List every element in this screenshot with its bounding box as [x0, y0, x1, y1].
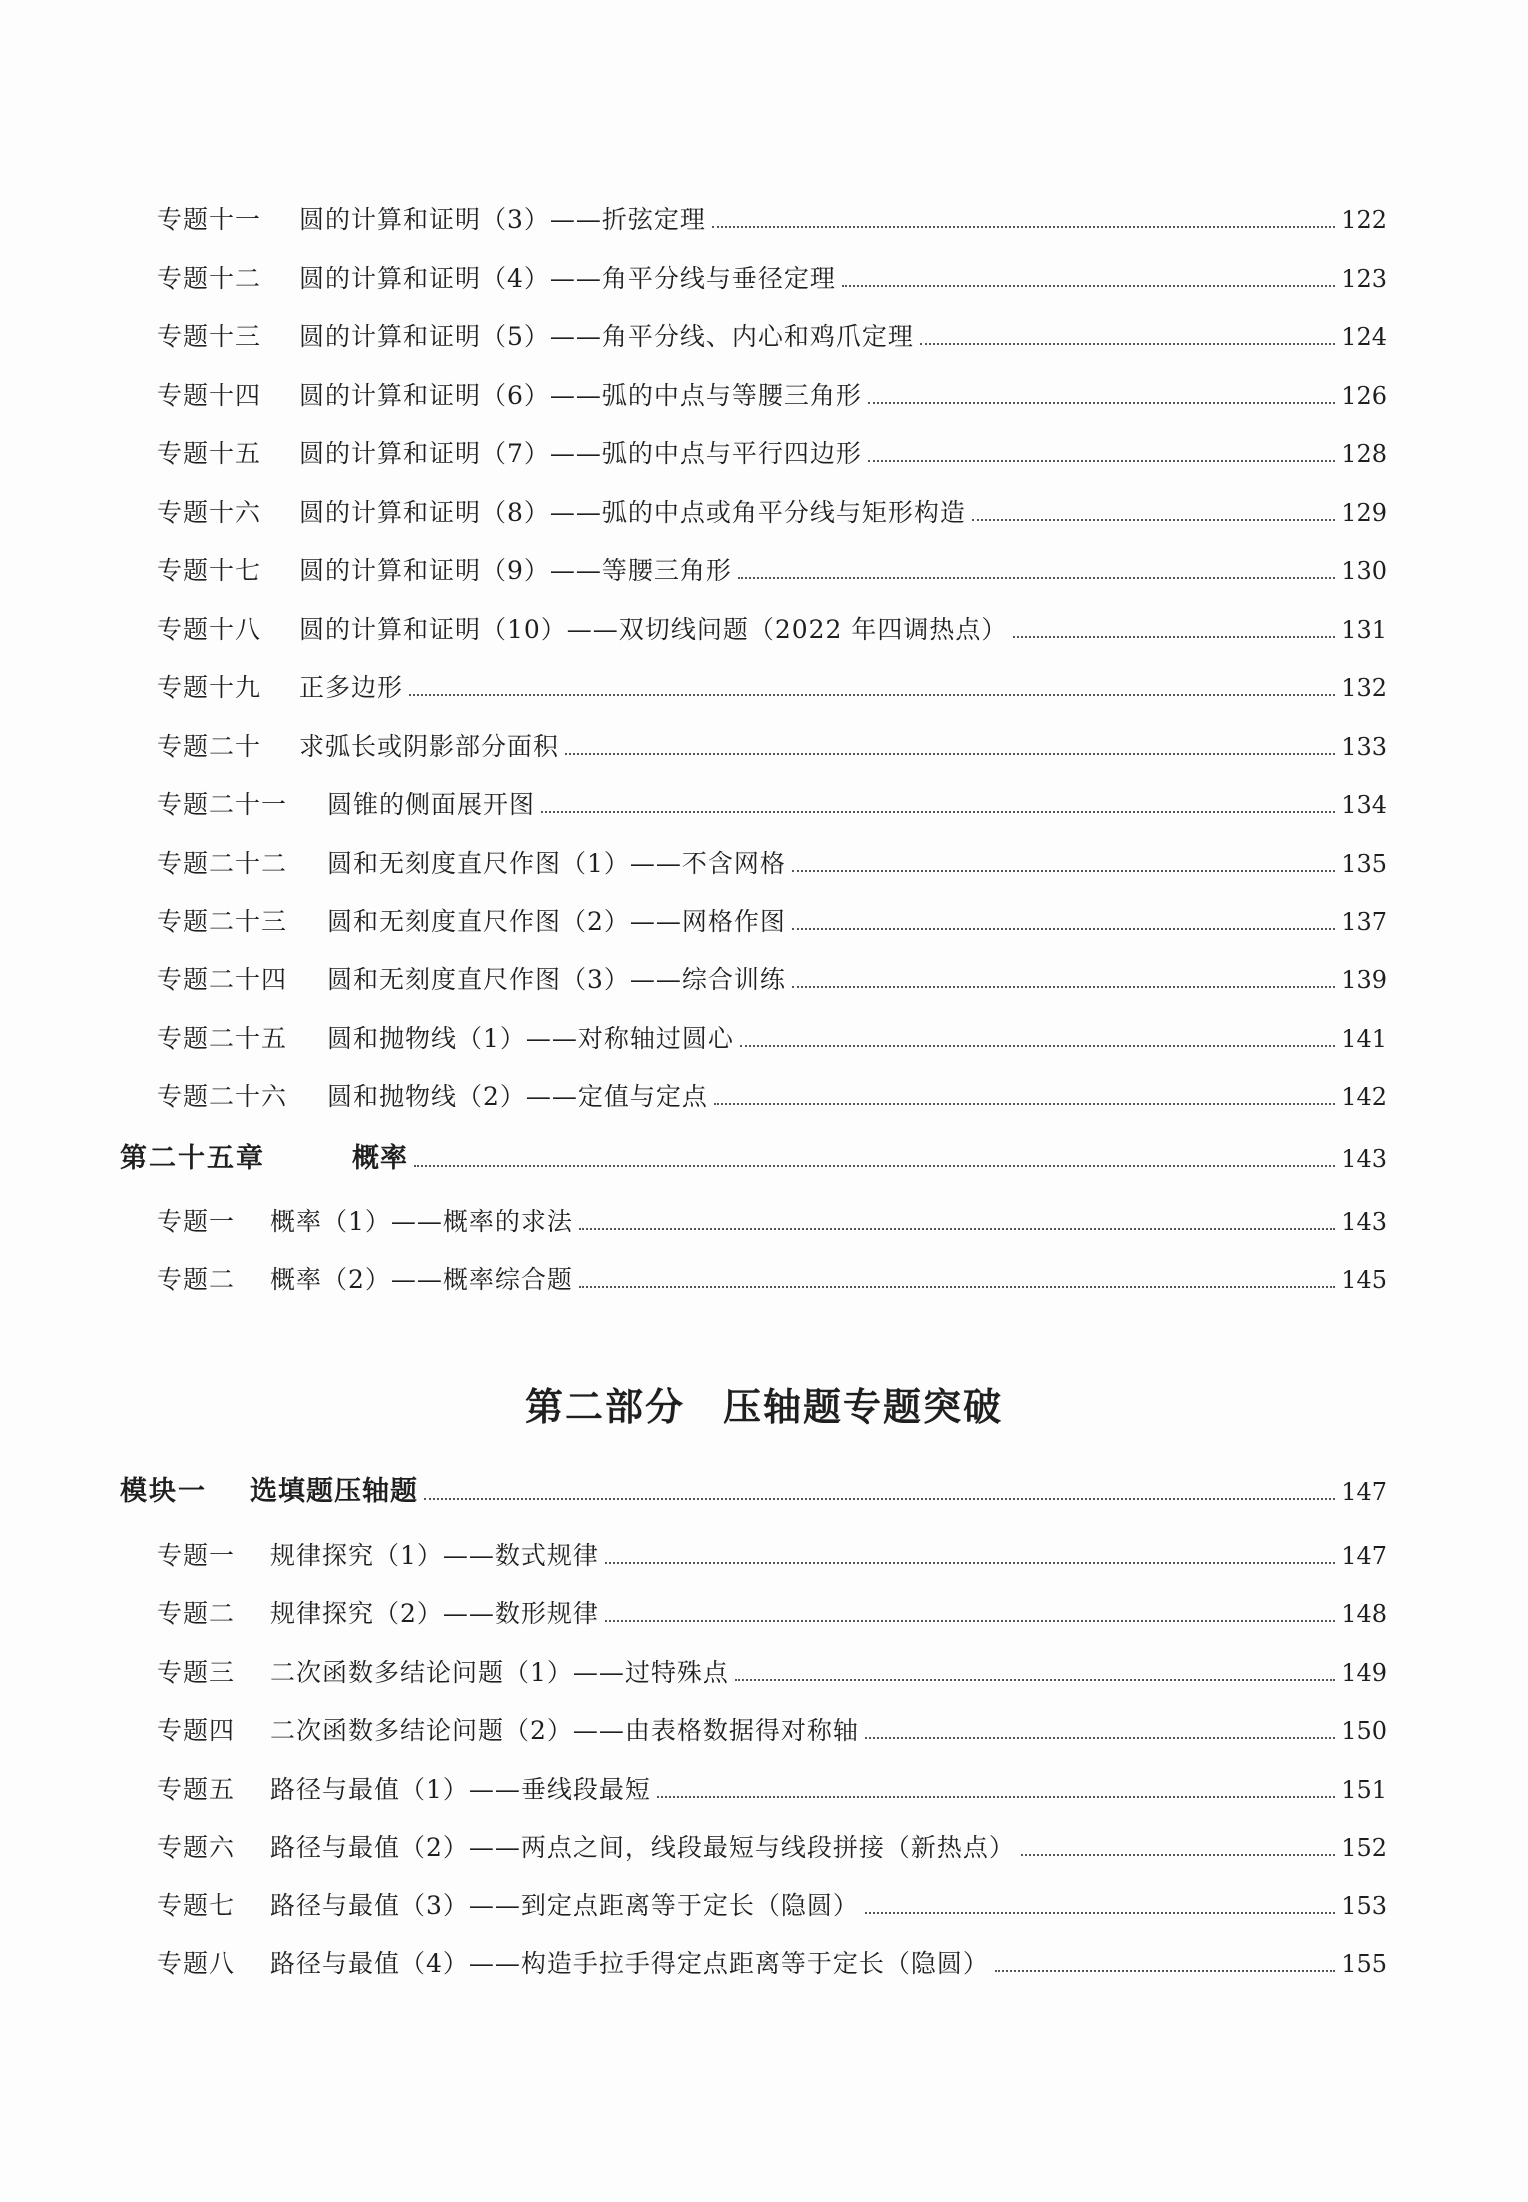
dot-leader [735, 1679, 1335, 1681]
part-heading [0, 1376, 1528, 1431]
toc-entry-page: 135 [1341, 850, 1387, 878]
toc-entry-label: 专题十四 [157, 381, 262, 410]
toc-entry[interactable] [157, 1206, 1387, 1240]
toc-entry-page: 126 [1341, 382, 1387, 410]
toc-entry-label: 专题十八 [157, 615, 262, 644]
chapter-page: 143 [1341, 1145, 1387, 1173]
module-title: 选填题压轴题 [250, 1476, 418, 1507]
toc-entry-title: 二次函数多结论问题（1）——过特殊点 [270, 1658, 729, 1687]
toc-entry-label: 专题二十四 [157, 965, 288, 994]
toc-entry-label: 专题十七 [157, 556, 262, 585]
toc-entry-title: 二次函数多结论问题（2）——由表格数据得对称轴 [270, 1716, 859, 1745]
chapter-title: 概率 [352, 1143, 408, 1174]
toc-entry-page: 139 [1341, 966, 1387, 994]
toc-entry[interactable] [157, 1715, 1387, 1749]
toc-entry-page: 143 [1341, 1208, 1387, 1236]
dot-leader [657, 1796, 1335, 1798]
dot-leader [565, 753, 1335, 755]
dot-leader [605, 1620, 1335, 1622]
toc-entry-page: 153 [1341, 1892, 1387, 1920]
toc-entry-page: 134 [1341, 791, 1387, 819]
toc-entry-label: 专题五 [157, 1775, 236, 1804]
toc-entry[interactable] [157, 1948, 1387, 1982]
dot-leader [792, 870, 1335, 872]
toc-entry-title: 圆和抛物线（1）——对称轴过圆心 [327, 1024, 734, 1053]
toc-entry-label: 专题二 [157, 1265, 236, 1294]
toc-entry-page: 155 [1341, 1950, 1387, 1978]
toc-entry-label: 专题八 [157, 1949, 236, 1978]
dot-leader [579, 1228, 1335, 1230]
toc-entry[interactable] [157, 848, 1387, 882]
toc-entry-page: 147 [1341, 1542, 1387, 1570]
toc-entry-label: 专题一 [157, 1541, 236, 1570]
toc-entry[interactable] [157, 1023, 1387, 1057]
toc-entry-page: 141 [1341, 1025, 1387, 1053]
toc-entry[interactable] [157, 1832, 1387, 1866]
toc-entry-label: 专题一 [157, 1207, 236, 1236]
toc-entry[interactable] [157, 964, 1387, 998]
dot-leader [740, 1045, 1335, 1047]
toc-entry-label: 专题四 [157, 1716, 236, 1745]
toc-entry[interactable] [157, 672, 1387, 706]
toc-entry-label: 专题十九 [157, 673, 262, 702]
toc-entry-title: 概率（2）——概率综合题 [270, 1265, 573, 1294]
toc-entry[interactable] [157, 263, 1387, 297]
dot-leader [414, 1165, 1335, 1167]
toc-entry[interactable] [157, 1890, 1387, 1924]
toc-chapter-heading[interactable] [120, 1143, 1387, 1177]
toc-entry-page: 129 [1341, 499, 1387, 527]
toc-entry-title: 圆的计算和证明（7）——弧的中点与平行四边形 [299, 439, 862, 468]
toc-entry[interactable] [157, 1081, 1387, 1115]
dot-leader [842, 285, 1335, 287]
dot-leader [920, 343, 1335, 345]
toc-entry-label: 专题七 [157, 1891, 236, 1920]
toc-entry-page: 145 [1341, 1266, 1387, 1294]
dot-leader [1021, 1854, 1335, 1856]
dot-leader [712, 226, 1335, 228]
toc-entry[interactable] [157, 380, 1387, 414]
toc-entry-page: 130 [1341, 557, 1387, 585]
dot-leader [714, 1103, 1335, 1105]
toc-entry-label: 专题二十三 [157, 907, 288, 936]
toc-entry-title: 圆和抛物线（2）——定值与定点 [327, 1082, 708, 1111]
toc-entry-label: 专题二十二 [157, 849, 288, 878]
toc-entry-title: 圆的计算和证明（10）——双切线问题（2022 年四调热点） [299, 615, 1008, 644]
toc-entry-title: 圆的计算和证明（6）——弧的中点与等腰三角形 [299, 381, 862, 410]
toc-entry-label: 专题二十一 [157, 790, 288, 819]
dot-leader [424, 1498, 1335, 1500]
toc-entry[interactable] [157, 1540, 1387, 1574]
dot-leader [868, 402, 1335, 404]
toc-entry-label: 专题十二 [157, 264, 262, 293]
toc-entry[interactable] [157, 1264, 1387, 1298]
dot-leader [995, 1970, 1335, 1972]
toc-entry-title: 圆和无刻度直尺作图（3）——综合训练 [327, 965, 786, 994]
toc-entry-page: 122 [1341, 206, 1387, 234]
part-title: 压轴题专题突破 [723, 1385, 1004, 1429]
dot-leader [868, 460, 1335, 462]
dot-leader [865, 1737, 1335, 1739]
toc-entry-page: 123 [1341, 265, 1387, 293]
toc-entry-title: 路径与最值（2）——两点之间，线段最短与线段拼接（新热点） [270, 1833, 1015, 1862]
toc-entry-title: 圆的计算和证明（4）——角平分线与垂径定理 [299, 264, 836, 293]
toc-entry-page: 149 [1341, 1659, 1387, 1687]
toc-entry-label: 专题二十 [157, 732, 262, 761]
toc-entry[interactable] [157, 731, 1387, 765]
toc-entry-page: 142 [1341, 1083, 1387, 1111]
toc-entry[interactable] [157, 1598, 1387, 1632]
toc-entry-title: 路径与最值（3）——到定点距离等于定长（隐圆） [270, 1891, 859, 1920]
module-label: 模块一 [120, 1476, 207, 1507]
toc-entry-page: 151 [1341, 1776, 1387, 1804]
toc-entry[interactable] [157, 555, 1387, 589]
toc-entry-title: 圆锥的侧面展开图 [327, 790, 536, 819]
toc-entry-label: 专题十五 [157, 439, 262, 468]
toc-entry-label: 专题二十六 [157, 1082, 288, 1111]
chapter-label: 第二十五章 [120, 1143, 265, 1174]
toc-entry-label: 专题十六 [157, 498, 262, 527]
toc-entry-page: 124 [1341, 323, 1387, 351]
toc-entry-title: 圆和无刻度直尺作图（2）——网格作图 [327, 907, 786, 936]
dot-leader [972, 519, 1335, 521]
toc-entry[interactable] [157, 321, 1387, 355]
module-page: 147 [1341, 1478, 1387, 1506]
toc-entry[interactable] [157, 1657, 1387, 1691]
toc-entry[interactable] [157, 614, 1387, 648]
toc-entry-title: 圆的计算和证明（3）——折弦定理 [299, 205, 706, 234]
toc-entry-label: 专题六 [157, 1833, 236, 1862]
toc-entry-label: 专题二 [157, 1599, 236, 1628]
dot-leader [738, 577, 1335, 579]
toc-entry-title: 圆的计算和证明（9）——等腰三角形 [299, 556, 732, 585]
toc-entry[interactable] [157, 204, 1387, 238]
toc-entry-page: 137 [1341, 908, 1387, 936]
dot-leader [409, 694, 1335, 696]
toc-entry[interactable] [157, 497, 1387, 531]
toc-entry[interactable] [157, 1774, 1387, 1808]
toc-entry-title: 圆和无刻度直尺作图（1）——不含网格 [327, 849, 786, 878]
dot-leader [865, 1912, 1335, 1914]
dot-leader [792, 986, 1335, 988]
toc-entry-title: 路径与最值（4）——构造手拉手得定点距离等于定长（隐圆） [270, 1949, 989, 1978]
toc-entry-title: 求弧长或阴影部分面积 [299, 732, 560, 761]
toc-entry-label: 专题二十五 [157, 1024, 288, 1053]
toc-entry-label: 专题三 [157, 1658, 236, 1687]
toc-entry-title: 规律探究（1）——数式规律 [270, 1541, 599, 1570]
dot-leader [541, 811, 1335, 813]
toc-entry[interactable] [157, 438, 1387, 472]
toc-entry-title: 路径与最值（1）——垂线段最短 [270, 1775, 651, 1804]
toc-entry-title: 正多边形 [299, 673, 404, 702]
dot-leader [1013, 636, 1335, 638]
toc-entry-page: 128 [1341, 440, 1387, 468]
toc-entry-page: 148 [1341, 1600, 1387, 1628]
dot-leader [579, 1286, 1335, 1288]
toc-entry-title: 圆的计算和证明（5）——角平分线、内心和鸡爪定理 [299, 322, 914, 351]
toc-entry-title: 规律探究（2）——数形规律 [270, 1599, 599, 1628]
toc-entry-page: 132 [1341, 674, 1387, 702]
toc-entry-label: 专题十一 [157, 205, 262, 234]
toc-entry-page: 152 [1341, 1834, 1387, 1862]
toc-entry-title: 概率（1）——概率的求法 [270, 1207, 573, 1236]
dot-leader [792, 928, 1335, 930]
toc-entry-page: 133 [1341, 733, 1387, 761]
toc-entry-page: 131 [1341, 616, 1387, 644]
toc-entry-label: 专题十三 [157, 322, 262, 351]
toc-module-heading[interactable] [120, 1476, 1387, 1510]
toc-entry[interactable] [157, 906, 1387, 940]
toc-entry-title: 圆的计算和证明（8）——弧的中点或角平分线与矩形构造 [299, 498, 966, 527]
dot-leader [605, 1562, 1335, 1564]
toc-entry-page: 150 [1341, 1717, 1387, 1745]
part-label: 第二部分 [524, 1385, 685, 1429]
toc-entry[interactable] [157, 789, 1387, 823]
